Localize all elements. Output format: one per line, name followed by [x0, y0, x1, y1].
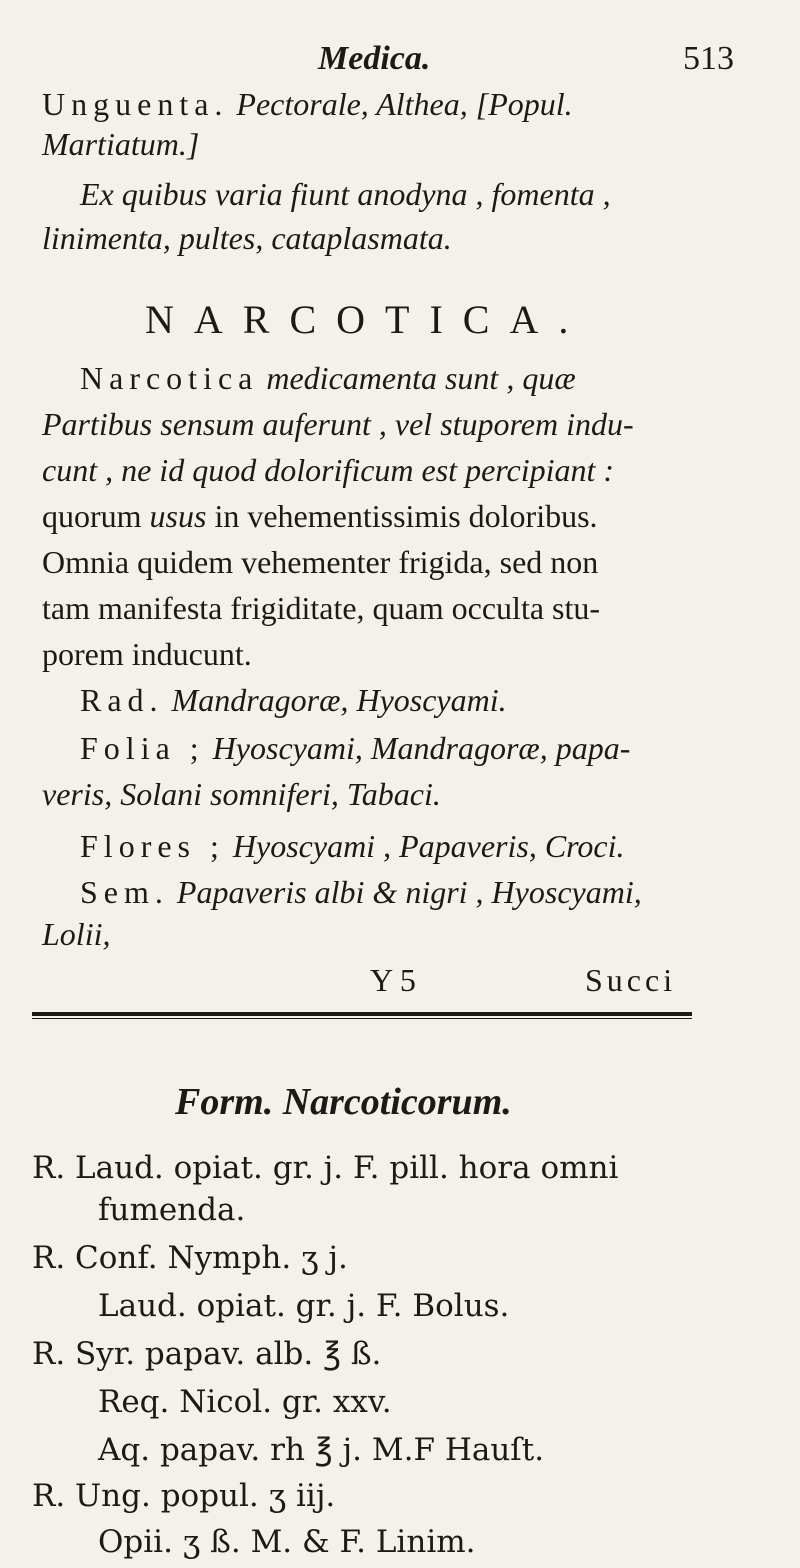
folia-label: Folia ; [80, 730, 205, 766]
sem-text: Papaveris albi & nigri , Hyoscyami, [176, 874, 642, 910]
page-rule [32, 1012, 692, 1016]
catchword: Succi [585, 962, 677, 998]
recipe-line-8: R. Ung. popul. ʒ iij. [32, 1478, 336, 1514]
flores-label: Flores ; [80, 828, 225, 864]
running-head: Medica. [318, 40, 431, 77]
para-line-4 [42, 498, 598, 535]
unguenta-line-2: Martiatum.] [42, 126, 200, 162]
flores-line [80, 828, 625, 865]
sem-label: Sem. [80, 874, 169, 910]
unguenta-label: Unguenta. [42, 86, 229, 122]
unguenta-line-1 [42, 86, 573, 123]
page-number: 513 [683, 40, 734, 77]
unguenta-line-3: Ex quibus varia fiunt anodyna , fomenta , [80, 176, 611, 212]
rad-label: Rad. [80, 682, 164, 718]
rad-line [80, 682, 507, 719]
signature-mark: Y 5 [370, 962, 416, 998]
sem-line-2: Lolii, [42, 916, 111, 952]
para-line-5: Omnia quidem vehementer frigida, sed non [42, 544, 599, 580]
recipe-line-4: Laud. opiat. gr. j. F. Bolus. [98, 1288, 510, 1324]
unguenta-line-4: linimenta, pultes, cataplasmata. [42, 220, 452, 256]
folia-text: Hyoscyami, Mandragoræ, papa- [212, 730, 631, 766]
narcotica-label: Narcotica [80, 360, 259, 396]
para-line-4-c: in vehementissimis doloribus. [214, 498, 598, 534]
folia-line-2: veris, Solani somniferi, Tabaci. [42, 776, 441, 812]
rad-text: Mandragoræ, Hyoscyami. [171, 682, 507, 718]
para-line-3: cunt , ne id quod dolorificum est percipiant : [42, 452, 615, 488]
sem-line-1 [80, 874, 642, 911]
folia-line-1 [80, 730, 630, 767]
recipe-line-5: R. Syr. papav. alb. ℥ ß. [32, 1336, 382, 1372]
recipe-line-7: Aq. papav. rh ℥ j. M.F Hauſt. [98, 1432, 545, 1468]
para-line-7: porem inducunt. [42, 636, 252, 672]
para-line-4-a: quorum [42, 498, 142, 534]
section-heading: NARCOTICA. [145, 297, 589, 342]
para-line-2: Partibus sensum auferunt , vel stuporem indu- [42, 406, 634, 442]
page-rule-thin [32, 1018, 692, 1019]
para-line-4-b: usus [149, 498, 207, 534]
form-title: Form. Narcoticorum. [175, 1081, 512, 1123]
para-line-1 [80, 360, 576, 397]
recipe-line-6: Req. Nicol. gr. xxv. [98, 1384, 392, 1420]
recipe-line-2: fumenda. [98, 1192, 246, 1228]
unguenta-list: Pectorale, Althea, [Popul. [236, 86, 573, 122]
recipe-line-9: Opii. ʒ ß. M. & F. Linim. [98, 1524, 476, 1560]
para-line-6: tam manifesta frigiditate, quam occulta stu- [42, 590, 601, 626]
recipe-line-1: R. Laud. opiat. gr. j. F. pill. hora omni [32, 1150, 619, 1186]
para-line-1-rest: medicamenta sunt , quæ [266, 360, 576, 396]
recipe-line-3: R. Conf. Nymph. ʒ j. [32, 1240, 348, 1276]
flores-text: Hyoscyami , Papaveris, Croci. [232, 828, 625, 864]
